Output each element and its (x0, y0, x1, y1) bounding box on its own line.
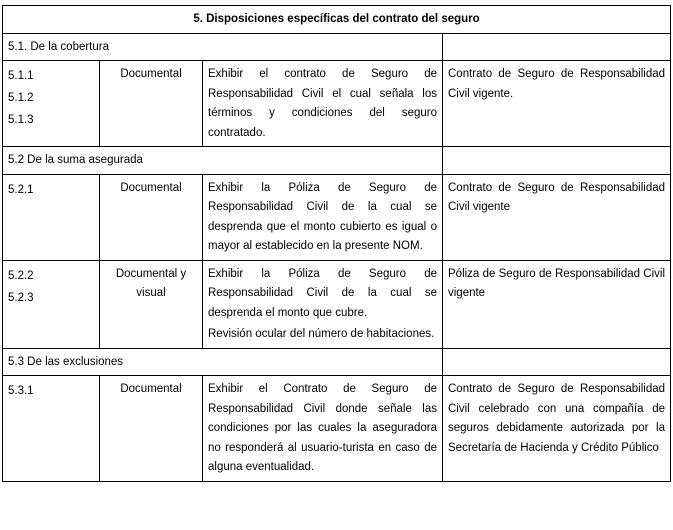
section-heading: 5.3 De las exclusiones (3, 348, 443, 376)
verification-description (203, 61, 443, 147)
table-row (3, 376, 671, 482)
description-paragraph: Exhibir el Contrato de Seguro de Responsabilidad Civil donde señale las condiciones por las cuales la aseguradora no responderá al usuario-turista en caso de alguna eventualidad. (208, 383, 437, 473)
section-heading-row (3, 147, 671, 175)
evidence-text: Contrato de Seguro de Responsabilidad Civil vigente. (448, 68, 666, 100)
row-numbers-cell (3, 61, 100, 147)
evidence-cell (443, 174, 671, 260)
table-row (3, 260, 671, 348)
description-paragraph: Exhibir el contrato de Seguro de Responsabilidad Civil el cual señala los términos y condiciones del seguro contratado. (208, 68, 437, 139)
description-paragraph: Exhibir la Póliza de Seguro de Responsabilidad Civil de la cual se desprenda que el monto cubierto es igual o mayor al establecido en la presente NOM. (208, 181, 437, 252)
evidence-text: Contrato de Seguro de Responsabilidad Civil vigente (448, 181, 666, 213)
verification-description (203, 260, 443, 348)
description-paragraph: Revisión ocular del número de habitaciones. (208, 328, 435, 340)
specifications-table (2, 5, 671, 482)
section-heading-row (3, 33, 671, 61)
row-number: 5.3.1 (8, 385, 34, 397)
verification-type: Documental (100, 376, 203, 482)
evidence-text: Póliza de Seguro de Responsabilidad Civil vigente (448, 267, 666, 299)
verification-description (203, 174, 443, 260)
section-heading-empty-cell (443, 33, 671, 61)
evidence-cell (443, 376, 671, 482)
table-row (3, 61, 671, 147)
section-heading: 5.1. De la cobertura (3, 33, 443, 61)
row-numbers-cell (3, 174, 100, 260)
section-heading: 5.2 De la suma asegurada (3, 147, 443, 175)
row-number: 5.2.2 (8, 269, 34, 282)
row-number: 5.1.3 (8, 114, 34, 126)
table-row (3, 174, 671, 260)
description-paragraph: Exhibir la Póliza de Seguro de Responsabilidad Civil de la cual se desprenda el monto que cubre. (208, 267, 437, 319)
table-title-row (3, 6, 671, 34)
verification-type: Documental y visual (100, 260, 203, 348)
row-number: 5.2.1 (8, 183, 34, 196)
table-title: 5. Disposiciones específicas del contrato del seguro (3, 6, 671, 34)
row-numbers-cell (3, 260, 100, 348)
verification-description (203, 376, 443, 482)
verification-type: Documental (100, 61, 203, 147)
row-numbers-cell (3, 376, 100, 482)
verification-type: Documental (100, 174, 203, 260)
row-number: 5.1.1 (8, 70, 34, 82)
section-heading-row (3, 348, 671, 376)
row-number: 5.1.2 (8, 92, 34, 104)
row-number: 5.2.3 (8, 291, 34, 304)
evidence-cell (443, 61, 671, 147)
evidence-cell (443, 260, 671, 348)
section-heading-empty-cell (443, 348, 671, 376)
evidence-text: Contrato de Seguro de Responsabilidad Civil celebrado con una compañía de seguros debidamente autorizada por la Secretaría de Hacienda y Crédito Público (448, 383, 666, 454)
section-heading-empty-cell (443, 147, 671, 175)
